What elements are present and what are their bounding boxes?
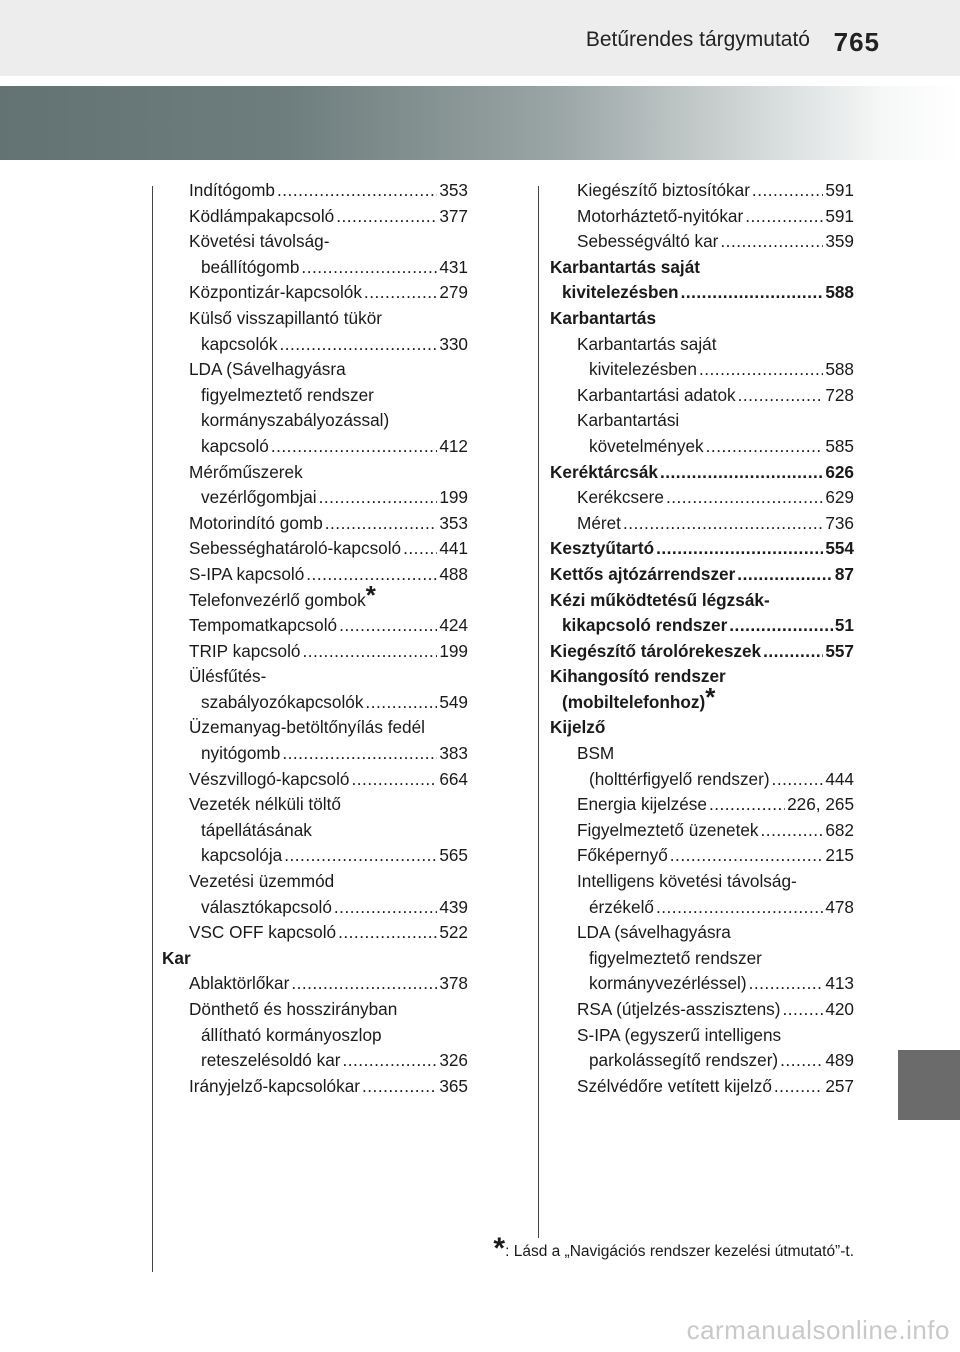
dot-leader (737, 562, 833, 588)
dot-leader (782, 997, 823, 1023)
index-column-right (550, 178, 854, 1099)
index-entry (550, 997, 854, 1023)
entry-label: Kerékcsere (577, 487, 664, 508)
index-entry (162, 869, 468, 895)
index-entry (162, 843, 468, 869)
entry-label: Vezeték nélküli töltő (189, 794, 341, 815)
dot-leader (302, 639, 437, 665)
entry-page-number: 478 (825, 896, 854, 917)
entry-label: kapcsolók (201, 333, 278, 354)
index-entry (550, 843, 854, 869)
entry-page-number: 664 (439, 768, 468, 789)
dot-leader (301, 255, 437, 281)
index-entry (550, 767, 854, 793)
entry-label: figyelmeztető rendszer (589, 947, 762, 968)
footnote (493, 1232, 854, 1266)
footnote-text: : Lásd a „Navigációs rendszer kezelési útmutató”-t. (505, 1243, 854, 1260)
entry-page-number: 330 (439, 333, 468, 354)
entry-page-number: 489 (825, 1050, 854, 1071)
entry-page-number: 488 (439, 563, 468, 584)
dot-leader (623, 511, 823, 537)
entry-page-number: 728 (825, 384, 854, 405)
index-entry (162, 178, 468, 204)
dot-leader (271, 434, 437, 460)
index-entry (550, 511, 854, 537)
entry-label: Sebességváltó kar (577, 231, 719, 252)
dot-leader (339, 613, 437, 639)
index-entry (550, 818, 854, 844)
index-column-left (162, 178, 468, 1099)
index-entry (162, 511, 468, 537)
entry-label: beállítógomb (201, 256, 300, 277)
entry-label: Karbantartás saját (577, 333, 717, 354)
footnote-marker: * (365, 579, 376, 610)
entry-label: szabályozókapcsolók (201, 691, 364, 712)
entry-page-number: 365 (439, 1075, 468, 1096)
entry-label: kikapcsoló rendszer (562, 615, 728, 636)
dot-leader (763, 639, 823, 665)
section-title: Betűrendes tárgymutató (585, 28, 810, 51)
entry-label: RSA (útjelzés-asszisztens) (577, 999, 781, 1019)
dot-leader (338, 920, 437, 946)
dot-leader (699, 357, 823, 383)
entry-page-number: 588 (825, 359, 854, 380)
dot-leader (738, 383, 824, 409)
entry-label: Központizár-kapcsolók (189, 282, 362, 303)
entry-page-number: 199 (439, 487, 468, 508)
entry-label: BSM (577, 743, 615, 764)
entry-page-number: 591 (825, 180, 854, 200)
index-entry (550, 204, 854, 230)
index-entry (162, 204, 468, 230)
entry-label: Kijelző (550, 717, 606, 738)
entry-label: Kettős ajtózárrendszer (550, 563, 736, 584)
dot-leader (336, 204, 437, 230)
entry-label: Ülésfűtés- (189, 666, 267, 687)
entry-page-number: 554 (825, 538, 854, 559)
entry-label: nyitógomb (201, 743, 281, 764)
index-entry (162, 613, 468, 639)
dot-leader (720, 229, 823, 255)
entry-page-number: 412 (439, 435, 468, 456)
entry-label: Ködlámpakapcsoló (189, 205, 335, 226)
dot-leader (342, 1048, 437, 1074)
index-entry (162, 741, 468, 767)
index-entry (162, 229, 468, 255)
entry-page-number: 444 (825, 768, 854, 789)
entry-page-number: 279 (439, 282, 468, 303)
entry-label: Sebességhatároló-kapcsoló (189, 538, 402, 559)
entry-page-number: 626 (825, 461, 854, 482)
index-entry (162, 818, 468, 844)
index-entry (162, 715, 468, 741)
index-entry (162, 1023, 468, 1049)
entry-page-number: 353 (439, 180, 468, 200)
index-entry (550, 681, 854, 716)
index-entry (550, 971, 854, 997)
entry-label: Mérőműszerek (189, 461, 303, 482)
entry-label: követelmények (589, 435, 704, 456)
index-entry (162, 1074, 468, 1100)
entry-label: figyelmeztető rendszer (201, 384, 374, 405)
index-entry (162, 579, 468, 614)
entry-page-number: 629 (825, 487, 854, 508)
footnote-marker: * (705, 681, 716, 712)
index-entry (162, 690, 468, 716)
entry-label: tápellátásának (201, 819, 312, 840)
index-entry (550, 869, 854, 895)
dot-leader (774, 1074, 823, 1100)
entry-label: Intelligens követési távolság- (577, 871, 797, 892)
dot-leader (666, 485, 823, 511)
dot-leader (284, 843, 437, 869)
entry-label: Vezetési üzemmód (189, 871, 335, 892)
dot-leader (403, 536, 437, 562)
entry-label: (mobiltelefonhoz) (562, 691, 706, 712)
entry-label: vezérlőgombjai (201, 487, 317, 508)
entry-page-number: 682 (825, 819, 854, 840)
index-entry (162, 460, 468, 486)
index-entry (162, 664, 468, 690)
entry-page-number: 377 (439, 205, 468, 226)
dot-leader (729, 613, 833, 639)
index-entry (550, 178, 854, 204)
entry-label: Külső visszapillantó tükör (189, 307, 382, 328)
entry-page-number: 522 (439, 922, 468, 943)
entry-label: Karbantartás (550, 307, 657, 328)
entry-label: LDA (sávelhagyásra (577, 922, 731, 943)
index-entry (550, 946, 854, 972)
dot-leader (279, 332, 437, 358)
index-entry (162, 357, 468, 383)
entry-label: VSC OFF kapcsoló (189, 922, 337, 943)
dot-leader (709, 792, 785, 818)
index-entry (162, 895, 468, 921)
index-entry (550, 255, 854, 281)
entry-page-number: 588 (825, 282, 854, 303)
entry-label: S-IPA kapcsoló (189, 563, 305, 584)
entry-label: Vészvillogó-kapcsoló (189, 768, 350, 789)
dot-leader (277, 178, 437, 204)
index-entry (162, 332, 468, 358)
index-entry (550, 588, 854, 614)
index-entry (162, 408, 468, 434)
index-entry (550, 1048, 854, 1074)
entry-label: Követési távolság- (189, 231, 330, 252)
dot-leader (749, 971, 824, 997)
entry-label: Motorháztető-nyitókar (577, 205, 744, 226)
dot-leader (656, 536, 823, 562)
index-entry (550, 280, 854, 306)
entry-page-number: 359 (825, 231, 854, 252)
index-entry (550, 920, 854, 946)
entry-label: S-IPA (egyszerű intelligens (577, 1024, 782, 1045)
entry-label: Irányjelző-kapcsolókar (189, 1075, 360, 1096)
entry-page-number: 439 (439, 896, 468, 917)
index-entry (550, 715, 854, 741)
left-divider (152, 186, 153, 1272)
entry-label: kivitelezésben (562, 282, 679, 303)
entry-label: Kihangosító rendszer (550, 666, 726, 687)
index-entry (550, 741, 854, 767)
entry-page-number: 353 (439, 512, 468, 533)
index-entry (162, 920, 468, 946)
index-entry (162, 536, 468, 562)
entry-label: Karbantartási (577, 410, 680, 431)
index-entry (162, 767, 468, 793)
entry-label: LDA (Sávelhagyásra (189, 359, 346, 380)
entry-label: Üzemanyag-betöltőnyílás fedél (189, 717, 425, 738)
index-entry (162, 971, 468, 997)
entry-page-number: 420 (825, 999, 854, 1019)
entry-label: kormányszabályozással) (201, 410, 390, 431)
entry-label: Energia kijelzése (577, 794, 707, 815)
entry-label: Karbantartási adatok (577, 384, 736, 405)
index-entry (550, 562, 854, 588)
dot-leader (352, 767, 438, 793)
footnote-star: * (493, 1232, 506, 1265)
entry-label: érzékelő (589, 896, 654, 917)
entry-page-number: 424 (439, 615, 468, 636)
index-entry (162, 306, 468, 332)
entry-label: Szélvédőre vetített kijelző (577, 1075, 772, 1096)
entry-label: Kar (162, 947, 191, 968)
entry-page-number: 736 (825, 512, 854, 533)
dot-leader (364, 280, 437, 306)
index-entry (162, 434, 468, 460)
index-entry (550, 613, 854, 639)
entry-label: Telefonvezérlő gombok (189, 589, 366, 610)
entry-page-number: 591 (825, 205, 854, 226)
dot-leader (656, 895, 823, 921)
index-entry (162, 562, 468, 588)
entry-label: (holttérfigyelő rendszer) (589, 768, 770, 789)
dot-leader (752, 178, 823, 204)
entry-page-number: 585 (825, 435, 854, 456)
index-entry (550, 639, 854, 665)
entry-label: Méret (577, 512, 621, 533)
entry-page-number: 215 (825, 845, 854, 866)
entry-label: kormányvezérléssel) (589, 973, 747, 994)
entry-page-number: 51 (834, 615, 854, 636)
index-entry (550, 1074, 854, 1100)
index-entry (550, 408, 854, 434)
dot-leader (772, 767, 824, 793)
entry-page-number: 431 (439, 256, 468, 277)
entry-page-number: 549 (439, 691, 468, 712)
index-entry (162, 255, 468, 281)
index-entry (550, 229, 854, 255)
entry-label: reteszelésoldó kar (201, 1050, 341, 1071)
index-entry (550, 434, 854, 460)
entry-label: Kiegészítő biztosítókar (577, 180, 750, 200)
header-banner (0, 86, 960, 160)
header-bar (0, 0, 960, 76)
entry-label: Karbantartás saját (550, 256, 700, 277)
entry-page-number: 565 (439, 845, 468, 866)
index-entry (550, 332, 854, 358)
dot-leader (365, 690, 437, 716)
entry-page-number: 441 (439, 538, 468, 559)
center-divider (538, 186, 539, 1238)
index-entry (162, 792, 468, 818)
entry-page-number: 378 (439, 973, 468, 994)
index-entry (550, 357, 854, 383)
dot-leader (780, 1048, 823, 1074)
dot-leader (325, 511, 438, 537)
entry-label: Indítógomb (189, 180, 275, 200)
index-entry (162, 383, 468, 409)
index-entry (550, 485, 854, 511)
entry-label: választókapcsoló (201, 896, 332, 917)
entry-label: állítható kormányoszlop (201, 1024, 382, 1045)
entry-label: kapcsolója (201, 845, 283, 866)
entry-label: Főképernyő (577, 845, 668, 866)
watermark: carmanualsonline.info (686, 1315, 950, 1345)
dot-leader (291, 971, 437, 997)
entry-page-number: 383 (439, 743, 468, 764)
entry-label: Kesztyűtartó (550, 538, 655, 559)
entry-label: TRIP kapcsoló (189, 640, 301, 661)
index-entry (550, 536, 854, 562)
entry-page-number: 413 (825, 973, 854, 994)
dot-leader (334, 895, 437, 921)
index-entry (550, 664, 854, 690)
entry-page-number: 226, 265 (787, 794, 854, 815)
index-entry (550, 383, 854, 409)
dot-leader (745, 204, 823, 230)
entry-label: kapcsoló (201, 435, 269, 456)
entry-label: kivitelezésben (589, 359, 697, 380)
entry-label: parkolássegítő rendszer) (589, 1050, 779, 1071)
index-entry (162, 997, 468, 1023)
dot-leader (706, 434, 824, 460)
entry-label: Figyelmeztető üzenetek (577, 819, 759, 840)
entry-page-number: 87 (834, 563, 854, 584)
index-entry (162, 1048, 468, 1074)
page-number: 765 (833, 27, 880, 57)
entry-page-number: 326 (439, 1050, 468, 1071)
entry-page-number: 257 (825, 1075, 854, 1096)
dot-leader (319, 485, 438, 511)
dot-leader (362, 1074, 437, 1100)
index-entry (550, 895, 854, 921)
index-entry (162, 639, 468, 665)
index-entry (550, 792, 854, 818)
dot-leader (660, 460, 823, 486)
chapter-tab (898, 1050, 960, 1120)
index-entry (550, 1023, 854, 1049)
dot-leader (670, 843, 824, 869)
dot-leader (681, 280, 824, 306)
index-entry (162, 485, 468, 511)
entry-label: Tempomatkapcsoló (189, 615, 338, 636)
dot-leader (761, 818, 824, 844)
entry-label: Dönthető és hosszirányban (189, 999, 398, 1019)
index-entry (162, 946, 468, 972)
entry-label: Ablaktörlőkar (189, 973, 290, 994)
dot-leader (282, 741, 437, 767)
index-entry (550, 460, 854, 486)
index-entry (550, 306, 854, 332)
entry-label: Kézi működtetésű légzsák- (550, 589, 770, 610)
index-entry (162, 280, 468, 306)
entry-label: Motorindító gomb (189, 512, 323, 533)
entry-page-number: 557 (825, 640, 854, 661)
entry-page-number: 199 (439, 640, 468, 661)
entry-label: Keréktárcsák (550, 461, 658, 482)
entry-label: Kiegészítő tárolórekeszek (550, 640, 762, 661)
